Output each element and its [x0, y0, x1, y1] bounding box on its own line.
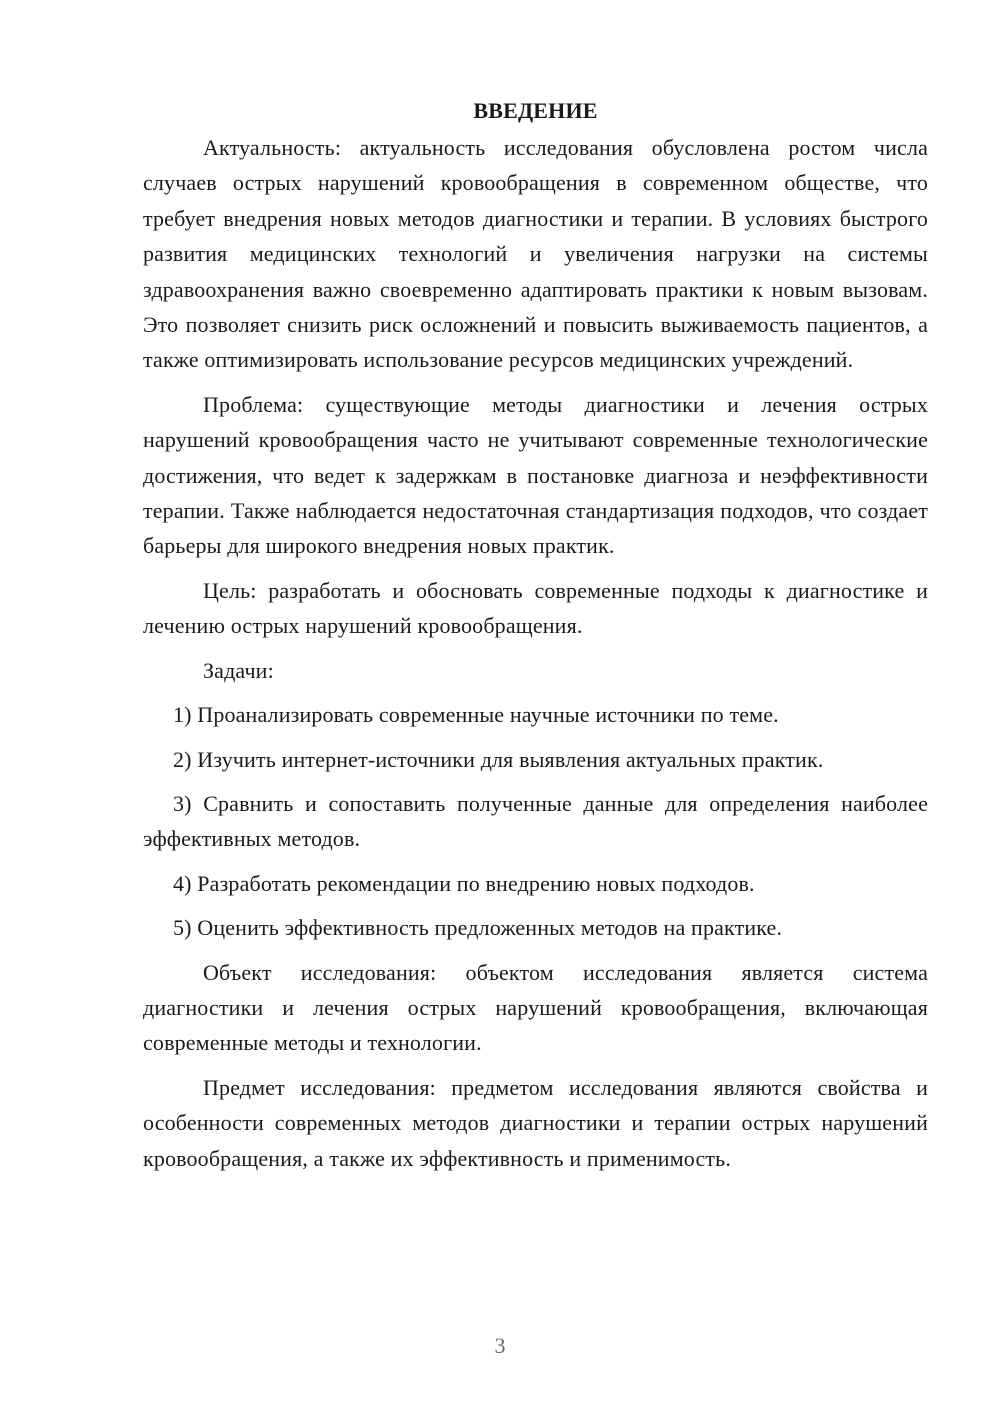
task-item-5: 5) Оценить эффективность предложенных методов на практике. [173, 915, 783, 941]
page-content [143, 92, 928, 1185]
paragraph-problem: Проблема: существующие методы диагностики и лечения острых нарушений кровообращения часто не учитывают современные технологические достижения, что ведет к задержкам в постановке диагноза и неэффективности терапии. Также наблюдается недостаточная стандартизация подходов, что создает барьеры для широкого внедрения новых практик. [143, 391, 928, 559]
paragraph-goal: Цель: разработать и обосновать современные подходы к диагностике и лечению острых нарушений кровообращения. [143, 577, 928, 639]
page-number: 3 [494, 1333, 506, 1358]
paragraph-subject: Предмет исследования: предметом исследования являются свойства и особенности современных методов диагностики и терапии острых нарушений кровообращения, а также их эффективность и применимость. [143, 1074, 928, 1171]
task-item-4: 4) Разработать рекомендации по внедрению новых подходов. [173, 870, 755, 896]
task-item-1: 1) Проанализировать современные научные источники по теме. [173, 702, 779, 728]
task-item-2: 2) Изучить интернет-источники для выявления актуальных практик. [173, 746, 824, 772]
tasks-heading: Задачи: [203, 657, 274, 683]
paragraph-relevance: Актуальность: актуальность исследования обусловлена ростом числа случаев острых нарушений кровообращения в современном обществе, что требует внедрения новых методов диагностики и терапии. В условиях быстрого развития медицинских технологий и увеличения нагрузки на системы здравоохранения важно своевременно адаптировать практики к новым вызовам. Это позволяет снизить риск осложнений и повысить выживаемость пациентов, а также оптимизировать использование ресурсов медицинских учреждений. [143, 135, 928, 373]
task-item-3: 3) Сравнить и сопоставить полученные данные для определения наиболее эффективных методов. [143, 790, 928, 852]
page-title: ВВЕДЕНИЕ [473, 98, 598, 123]
paragraph-object: Объект исследования: объектом исследования является система диагностики и лечения острых нарушений кровообращения, включающая современные методы и технологии. [143, 959, 928, 1056]
